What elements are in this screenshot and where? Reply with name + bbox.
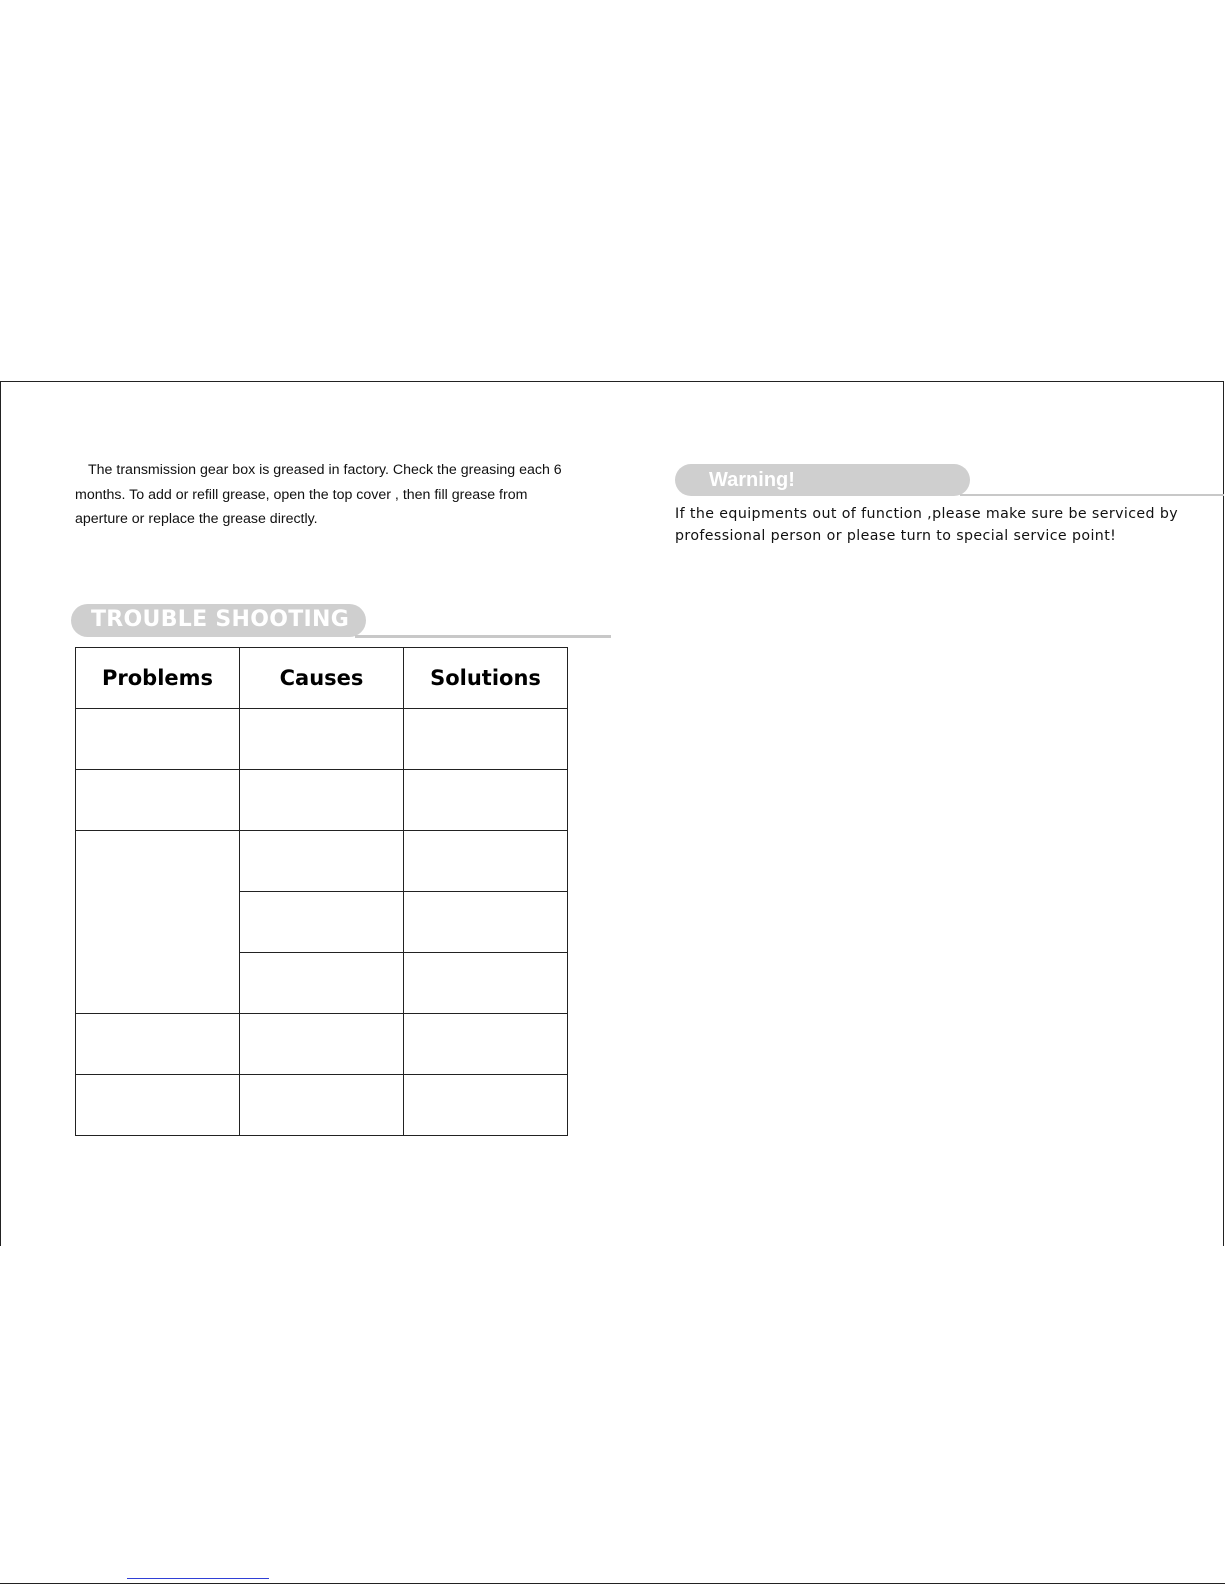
table-row xyxy=(76,831,568,892)
table-row xyxy=(76,1075,568,1136)
warning-rule xyxy=(960,494,1224,496)
table-cell-cause xyxy=(240,831,404,892)
trouble-shooting-table xyxy=(75,647,568,1136)
table-cell-problem-merged xyxy=(76,831,240,1014)
footer-link-underline xyxy=(127,1578,269,1579)
table-cell-solution xyxy=(404,1014,568,1075)
table-cell-problem xyxy=(76,770,240,831)
table-cell-solution xyxy=(404,770,568,831)
column-header-solutions: Solutions xyxy=(404,648,568,709)
table-cell-cause xyxy=(240,1014,404,1075)
table-cell-solution xyxy=(404,1075,568,1136)
table-row xyxy=(76,770,568,831)
table-cell-cause xyxy=(240,770,404,831)
table-cell-solution xyxy=(404,953,568,1014)
warning-heading-text: Warning! xyxy=(709,469,795,491)
table-cell-problem xyxy=(76,709,240,770)
bottom-divider xyxy=(0,1583,1225,1584)
table-row xyxy=(76,1014,568,1075)
column-header-causes: Causes xyxy=(240,648,404,709)
table-cell-problem xyxy=(76,1075,240,1136)
table-cell-solution xyxy=(404,831,568,892)
warning-text: If the equipments out of function ,please make sure be serviced by professional person or please turn to special service point! xyxy=(675,506,1179,544)
table-cell-cause xyxy=(240,709,404,770)
table-cell-cause xyxy=(240,953,404,1014)
table-cell-problem xyxy=(76,1014,240,1075)
trouble-shooting-heading-text: TROUBLE SHOOTING xyxy=(91,607,350,632)
greasing-instructions: The transmission gear box is greased in factory. Check the greasing each 6 months. To add or refill grease, open the top cover , then fill grease from aperture or replace the grease directly. xyxy=(75,462,562,527)
trouble-shooting-rule xyxy=(355,635,611,638)
table-header-row xyxy=(76,648,568,709)
trouble-shooting-heading xyxy=(71,604,366,637)
table-row xyxy=(76,709,568,770)
column-header-problems: Problems xyxy=(76,648,240,709)
table-cell-solution xyxy=(404,892,568,953)
warning-heading xyxy=(675,464,970,496)
table-cell-cause xyxy=(240,1075,404,1136)
table-cell-solution xyxy=(404,709,568,770)
table-cell-cause xyxy=(240,892,404,953)
